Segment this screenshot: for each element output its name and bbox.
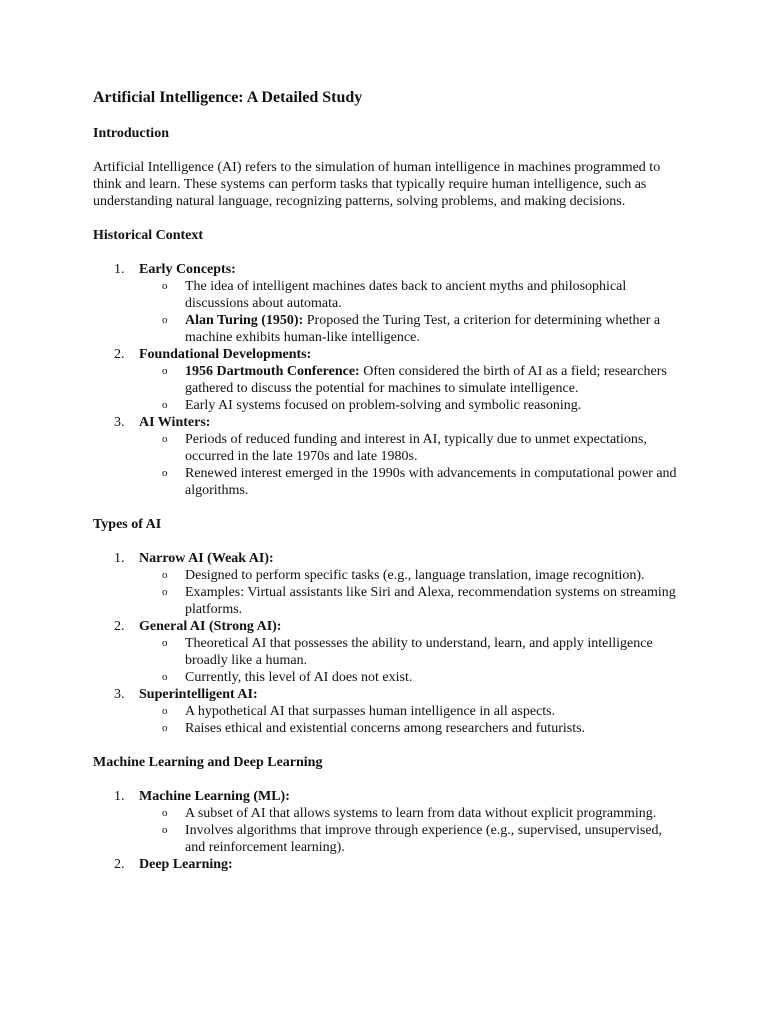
bullet-item <box>139 465 680 499</box>
bullet-text: Periods of reduced funding and interest in AI, typically due to unmet expectations, occurred in the late 1970s and late 1980s. <box>185 432 647 464</box>
bullet-text: Early AI systems focused on problem-solving and symbolic reasoning. <box>185 398 582 413</box>
list-item-number: 1. <box>114 551 125 566</box>
history-heading: Historical Context <box>93 228 204 243</box>
document-title: Artificial Intelligence: A Detailed Study <box>93 89 363 106</box>
bullet-text: Currently, this level of AI does not exist. <box>185 670 413 685</box>
list-item <box>93 550 678 618</box>
bullet-item <box>139 669 680 686</box>
list-item-number: 1. <box>114 789 125 804</box>
circle-bullet-icon: o <box>162 824 168 836</box>
bullet-item <box>139 431 680 465</box>
bullet-item <box>139 567 680 584</box>
bullet-list <box>139 567 678 618</box>
bullet-list <box>139 363 678 414</box>
bullet-list <box>139 278 678 346</box>
list-item-title: General AI (Strong AI): <box>139 619 282 634</box>
circle-bullet-icon: o <box>162 433 168 445</box>
circle-bullet-icon: o <box>162 569 168 581</box>
intro-heading: Introduction <box>93 126 169 141</box>
bullet-text: Often considered the birth of AI as a field; researchers gathered to discuss the potential for machines to simulate intelligence. <box>185 364 667 396</box>
list-item-title: Superintelligent AI: <box>139 687 258 702</box>
types-list <box>93 550 678 737</box>
list-item <box>93 261 678 346</box>
circle-bullet-icon: o <box>162 467 168 479</box>
bullet-item <box>139 363 680 397</box>
bullet-text: Renewed interest emerged in the 1990s with advancements in computational power and algorithms. <box>185 466 677 498</box>
circle-bullet-icon: o <box>162 314 168 326</box>
list-item-title: Foundational Developments: <box>139 347 312 362</box>
ml-list <box>93 788 678 873</box>
bullet-text: Theoretical AI that possesses the ability to understand, learn, and apply intelligence broadly like a human. <box>185 636 653 668</box>
intro-paragraph: Artificial Intelligence (AI) refers to the simulation of human intelligence in machines programmed to think and learn. These systems can perform tasks that typically require human intelligence, such as understanding natural language, recognizing patterns, solving problems, and making decisions. <box>93 160 661 209</box>
bullet-text: The idea of intelligent machines dates back to ancient myths and philosophical discussions about automata. <box>185 279 627 311</box>
bullet-item <box>139 312 680 346</box>
list-item-title: Early Concepts: <box>139 262 236 277</box>
bullet-text: Designed to perform specific tasks (e.g., language translation, image recognition). <box>185 568 645 583</box>
ml-heading: Machine Learning and Deep Learning <box>93 755 323 770</box>
bullet-text: Raises ethical and existential concerns among researchers and futurists. <box>185 721 586 736</box>
list-item <box>93 686 678 737</box>
list-item-title: AI Winters: <box>139 415 211 430</box>
circle-bullet-icon: o <box>162 722 168 734</box>
circle-bullet-icon: o <box>162 637 168 649</box>
types-heading: Types of AI <box>93 517 162 532</box>
bullet-item <box>139 703 680 720</box>
bullet-list <box>139 703 678 737</box>
list-item-number: 2. <box>114 857 125 872</box>
bullet-text: Examples: Virtual assistants like Siri and Alexa, recommendation systems on streaming platforms. <box>185 585 676 617</box>
bullet-text: A subset of AI that allows systems to learn from data without explicit programming. <box>185 806 657 821</box>
bullet-text: Proposed the Turing Test, a criterion for determining whether a machine exhibits human-like intelligence. <box>185 313 661 345</box>
bullet-list <box>139 805 678 856</box>
list-item-title: Narrow AI (Weak AI): <box>139 551 274 566</box>
list-item-number: 3. <box>114 687 125 702</box>
bullet-text: A hypothetical AI that surpasses human intelligence in all aspects. <box>185 704 556 719</box>
list-item-number: 1. <box>114 262 125 277</box>
bullet-bold-lead: 1956 Dartmouth Conference: <box>185 364 360 379</box>
bullet-list <box>139 635 678 686</box>
list-item <box>93 618 678 686</box>
bullet-item <box>139 805 680 822</box>
bullet-text: Involves algorithms that improve through experience (e.g., supervised, unsupervised, and reinforcement learning). <box>185 823 663 855</box>
bullet-item <box>139 822 680 856</box>
bullet-item <box>139 584 680 618</box>
circle-bullet-icon: o <box>162 365 168 377</box>
list-item <box>93 856 678 873</box>
circle-bullet-icon: o <box>162 399 168 411</box>
list-item-number: 3. <box>114 415 125 430</box>
history-list <box>93 261 678 499</box>
bullet-item <box>139 635 680 669</box>
circle-bullet-icon: o <box>162 671 168 683</box>
list-item-title: Machine Learning (ML): <box>139 789 290 804</box>
list-item-number: 2. <box>114 619 125 634</box>
list-item-title: Deep Learning: <box>139 857 233 872</box>
circle-bullet-icon: o <box>162 807 168 819</box>
list-item-number: 2. <box>114 347 125 362</box>
circle-bullet-icon: o <box>162 586 168 598</box>
list-item <box>93 788 678 856</box>
circle-bullet-icon: o <box>162 705 168 717</box>
list-item <box>93 346 678 414</box>
circle-bullet-icon: o <box>162 280 168 292</box>
bullet-item <box>139 720 680 737</box>
bullet-item <box>139 278 680 312</box>
bullet-item <box>139 397 680 414</box>
bullet-bold-lead: Alan Turing (1950): <box>185 313 304 328</box>
list-item <box>93 414 678 499</box>
bullet-list <box>139 431 678 499</box>
